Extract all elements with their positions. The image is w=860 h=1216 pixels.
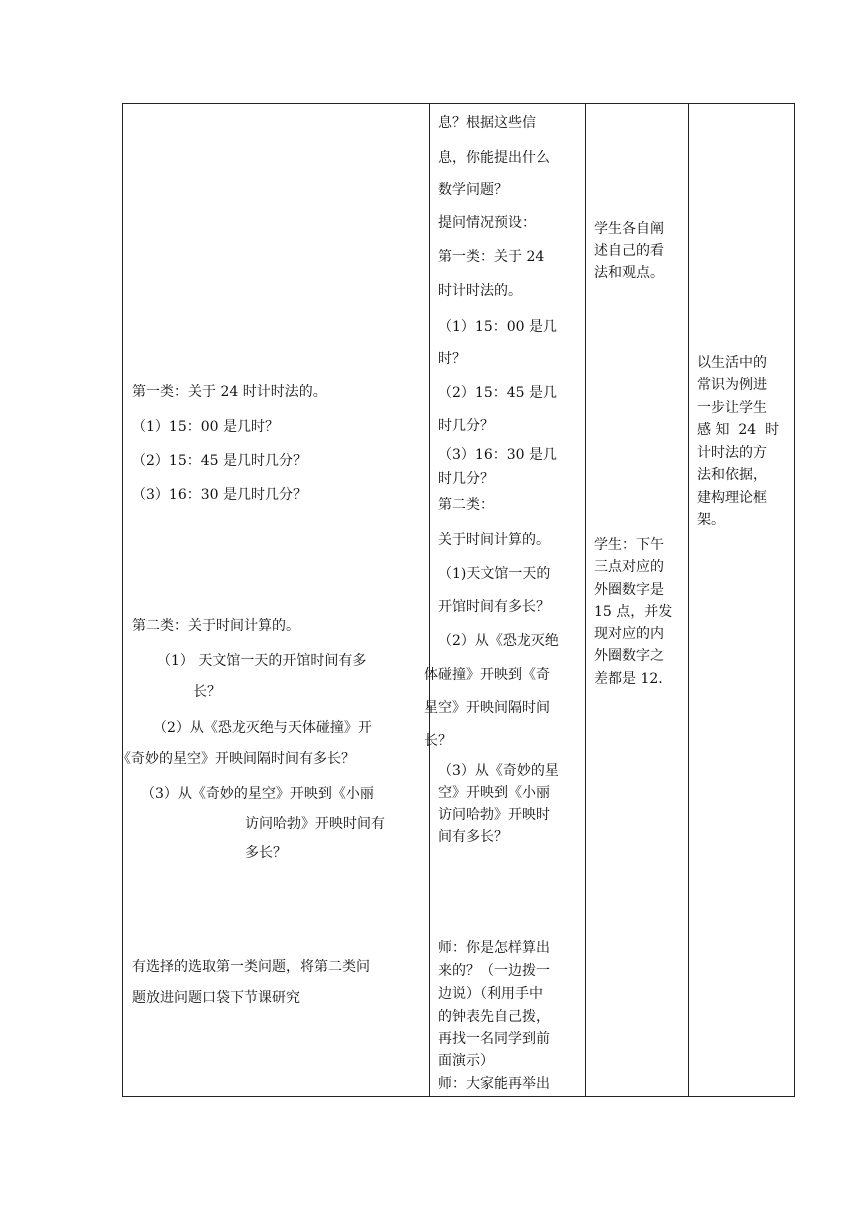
- teacher-text-line: （3）16：30 是几: [438, 447, 557, 463]
- category-2-question: （3）从《奇妙的星空》开映到《小丽: [141, 786, 374, 802]
- teacher-text-line: 第二类：: [438, 497, 494, 513]
- teacher-text-line: 提问情况预设：: [438, 215, 536, 231]
- category-1-title: 第一类：关于 24 时计时法的。: [132, 384, 327, 400]
- teacher-text-line: 息？根据这些信: [438, 115, 536, 131]
- student-text-line: 外圈数字是: [594, 582, 664, 598]
- category-1-question: （3）16：30 是几时几分？: [132, 487, 307, 503]
- student-text-line: 法和观点。: [594, 265, 664, 281]
- teacher-text-line: 师：大家能再举出: [438, 1076, 550, 1092]
- category-2-question: （1） 天文馆一天的开馆时间有多: [157, 653, 367, 669]
- teacher-text-line: （1）15：00 是几: [438, 319, 557, 335]
- intent-text-line: 感 知 24 时: [697, 422, 780, 438]
- teacher-text-line: 数学问题？: [438, 182, 508, 198]
- intent-text-line: 常识为例进: [697, 377, 767, 393]
- teacher-text-line: 时几分？: [438, 471, 494, 487]
- category-1-question: （2）15：45 是几时几分？: [132, 453, 307, 469]
- student-text-line: 三点对应的: [594, 559, 664, 575]
- teacher-text-line: 时计时法的。: [438, 283, 522, 299]
- teacher-text-line: 时？: [438, 351, 466, 367]
- student-text-line: 学生各自阐: [594, 221, 664, 237]
- teacher-text-line: 间有多长？: [438, 829, 508, 845]
- teacher-text-line: 第一类：关于 24: [438, 249, 545, 265]
- category-2-question: 长？: [193, 684, 221, 700]
- teacher-text-line: 访问哈勃》开映时: [438, 807, 550, 823]
- intent-text-line: 一步让学生: [697, 400, 767, 416]
- teacher-text-line: （1)天文馆一天的: [438, 566, 551, 582]
- teacher-text-line: （2）从《恐龙灭绝: [438, 633, 559, 649]
- selection-note: 题放进问题口袋下节课研究: [132, 990, 300, 1006]
- student-text-line: 述自己的看: [594, 243, 664, 259]
- teacher-text-line: 再找一名同学到前: [438, 1031, 550, 1047]
- category-2-question: 《奇妙的星空》开映间隔时间有多长？: [117, 751, 355, 767]
- teacher-text-line: 来的？（一边拨一: [438, 963, 550, 979]
- teacher-text-line: 空》开映到《小丽: [438, 785, 550, 801]
- student-text-line: 学生：下午: [594, 537, 664, 553]
- category-2-question: 多长？: [245, 845, 287, 861]
- teacher-text-line: 息，你能提出什么: [438, 150, 550, 166]
- teacher-text-line: （2）15：45 是几: [438, 385, 557, 401]
- intent-text-line: 以生活中的: [697, 355, 767, 371]
- teacher-text-line: 面演示）: [438, 1053, 494, 1069]
- category-1-question: （1）15：00 是几时？: [132, 419, 279, 435]
- teacher-text-line: 师：你是怎样算出: [438, 940, 550, 956]
- student-text-line: 差都是 12.: [594, 671, 663, 687]
- teacher-text-line: 星空》开映间隔时间: [424, 700, 550, 716]
- student-activity-column: [586, 104, 689, 1096]
- intent-text-line: 架。: [697, 512, 725, 528]
- intent-text-line: 建构理论框: [697, 490, 767, 506]
- teacher-text-line: 时几分？: [438, 418, 494, 434]
- teacher-activity-column: [424, 104, 586, 1096]
- selection-note: 有选择的选取第一类问题，将第二类问: [132, 959, 370, 975]
- student-text-line: 15 点，并发: [594, 604, 673, 620]
- teacher-text-line: 体碰撞》开映到《奇: [424, 667, 550, 683]
- student-text-line: 现对应的内: [594, 626, 664, 642]
- design-intent-column: [689, 104, 794, 1096]
- student-text-line: 外圈数字之: [594, 648, 664, 664]
- content-column: [117, 104, 429, 1096]
- lesson-plan-table: [117, 103, 795, 1097]
- teacher-text-line: 的钟表先自己拨，: [438, 1009, 550, 1025]
- teacher-text-line: 长？: [424, 733, 452, 749]
- intent-text-line: 计时法的方: [697, 445, 767, 461]
- category-2-question: 访问哈勃》开映时间有: [245, 816, 385, 832]
- teacher-text-line: 边说）（利用手中: [438, 986, 543, 1002]
- category-2-question: （2）从《恐龙灭绝与天体碰撞》开: [153, 720, 372, 736]
- teacher-text-line: （3）从《奇妙的星: [438, 763, 559, 779]
- teacher-text-line: 关于时间计算的。: [438, 532, 550, 548]
- category-2-title: 第二类：关于时间计算的。: [132, 618, 300, 634]
- teacher-text-line: 开馆时间有多长？: [438, 599, 550, 615]
- intent-text-line: 法和依据，: [697, 467, 767, 483]
